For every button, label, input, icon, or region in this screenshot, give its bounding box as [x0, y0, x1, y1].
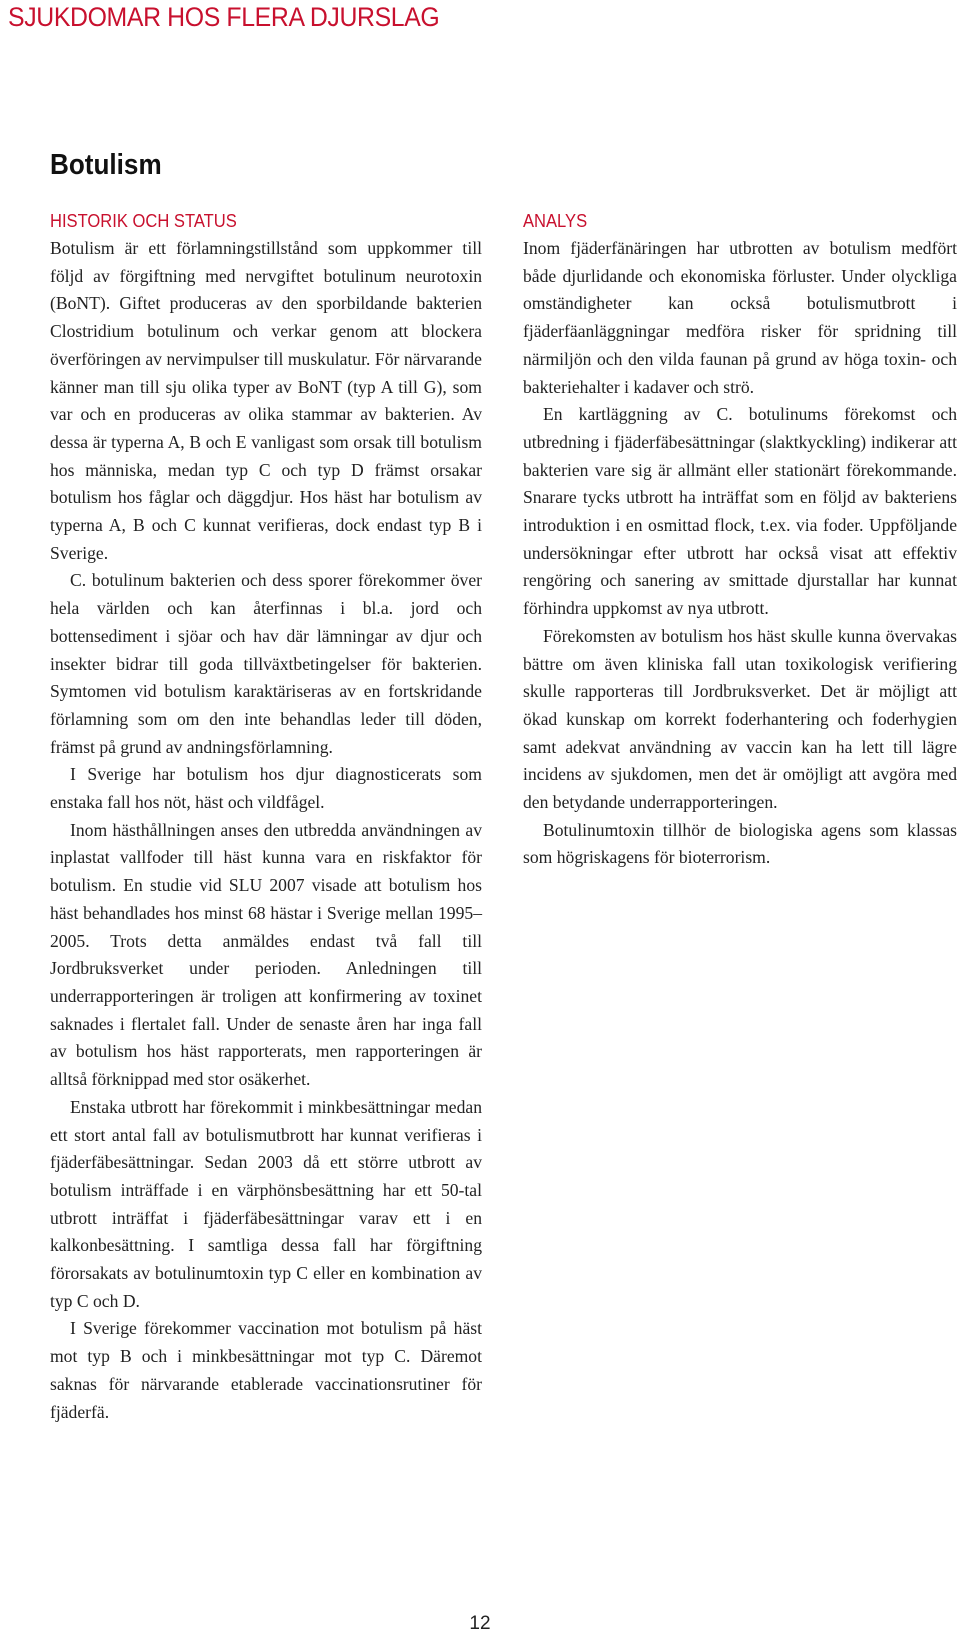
- paragraph: Botulinumtoxin tillhör de biologiska agens som klassas som högriskagens för bioterrorism.: [523, 819, 957, 868]
- section-heading-analys: ANALYS: [523, 211, 588, 231]
- running-header: SJUKDOMAR HOS FLERA DJURSLAG: [8, 2, 440, 32]
- left-column: [50, 208, 482, 1426]
- page-number: 12: [469, 1613, 491, 1634]
- paragraph: Inom fjäderfänäringen har utbrotten av botulism medfört både djurlidande och ekonomiska förluster. Under olyckliga omständigheter kan också botulismutbrott i fjäderfäanläggningar medföra risker för spridning till närmiljön och den vilda faunan på grund av höga toxin- och bakteriehalter i kadaver och strö.: [523, 238, 957, 397]
- paragraph: Förekomsten av botulism hos häst skulle kunna övervakas bättre om även kliniska fall utan toxikologisk verifiering skulle rapporteras till Jordbruksverket. Det är möjligt att ökad kunskap om korrekt foderhantering och foderhygien samt adekvat användning av vaccin kan ha lett till lägre incidens av sjukdomen, men det är omöjligt att avgöra med den betydande underrapporteringen.: [523, 625, 957, 813]
- paragraph: I Sverige förekommer vaccination mot botulism på häst mot typ B och i minkbesättningar mot typ C. Däremot saknas för närvarande etablerade vaccinationsrutiner för fjäderfä.: [50, 1318, 482, 1422]
- paragraph: I Sverige har botulism hos djur diagnosticerats som enstaka fall hos nöt, häst och vildfågel.: [50, 764, 482, 813]
- section-heading-historik: HISTORIK OCH STATUS: [50, 211, 237, 231]
- paragraph: En kartläggning av C. botulinums förekomst och utbredning i fjäderfäbesättningar (slaktkyckling) indikerar att bakterien vare sig är allmänt eller stationärt förekommande. Snarare tycks utbrott ha inträffat som en följd av bakteriens introduktion i en osmittad flock, t.ex. via foder. Uppföljande undersökningar efter utbrott har också visat att effektiv rengöring och sanering av smittade djurstallar har kunnat förhindra uppkomst av nya utbrott.: [523, 404, 957, 619]
- page-title: Botulism: [50, 149, 162, 181]
- right-column: [523, 208, 957, 872]
- paragraph: Botulism är ett förlamningstillstånd som uppkommer till följd av förgiftning med nervgiftet botulinum neurotoxin (BoNT). Giftet produceras av den sporbildande bakterien Clostridium botulinum och verkar genom att blockera överföringen av nervimpulser till muskulatur. För närvarande känner man till sju olika typer av BoNT (typ A till G), som var och en produceras av olika stammar av bakterien. Av dessa är typerna A, B och E vanligast som orsak till botulism hos människa, medan typ C och typ D främst orsakar botulism hos fåglar och däggdjur. Hos häst har botulism av typerna A, B och C kunnat verifieras, dock endast typ B i Sverige.: [50, 238, 482, 563]
- paragraph: C. botulinum bakterien och dess sporer förekommer över hela världen och kan återfinnas i bl.a. jord och bottensediment i sjöar och hav där lämningar av djur och insekter bidrar till goda tillväxtbetingelser för bakterien. Symtomen vid botulism karaktäriseras av en fortskridande förlamning som om den inte behandlas leder till döden, främst på grund av andningsförlamning.: [50, 570, 482, 757]
- paragraph: Inom hästhållningen anses den utbredda användningen av inplastat vallfoder till häst kunna vara en riskfaktor för botulism. En studie vid SLU 2007 visade att botulism hos häst behandlades hos minst 68 hästar i Sverige mellan 1995–2005. Trots detta anmäldes endast två fall till Jordbruksverket under perioden. Anledningen till underrapporteringen är troligen att konfirmering av toxinet saknades i flertalet fall. Under de senaste åren har inga fall av botulism hos häst rapporterats, men rapporteringen är alltså förknippad med stor osäkerhet.: [50, 819, 482, 1090]
- paragraph: Enstaka utbrott har förekommit i minkbesättningar medan ett stort antal fall av botulismutbrott har kunnat verifieras i fjäderfäbesättningar. Sedan 2003 då ett större utbrott av botulism inträffade i en värphönsbesättning har ett 50-tal utbrott inträffat i fjäderfäbesättningar varav ett i en kalkonbesättning. I samtliga dessa fall har förgiftning förorsakats av botulinumtoxin typ C eller en kombination av typ C och D.: [50, 1096, 482, 1311]
